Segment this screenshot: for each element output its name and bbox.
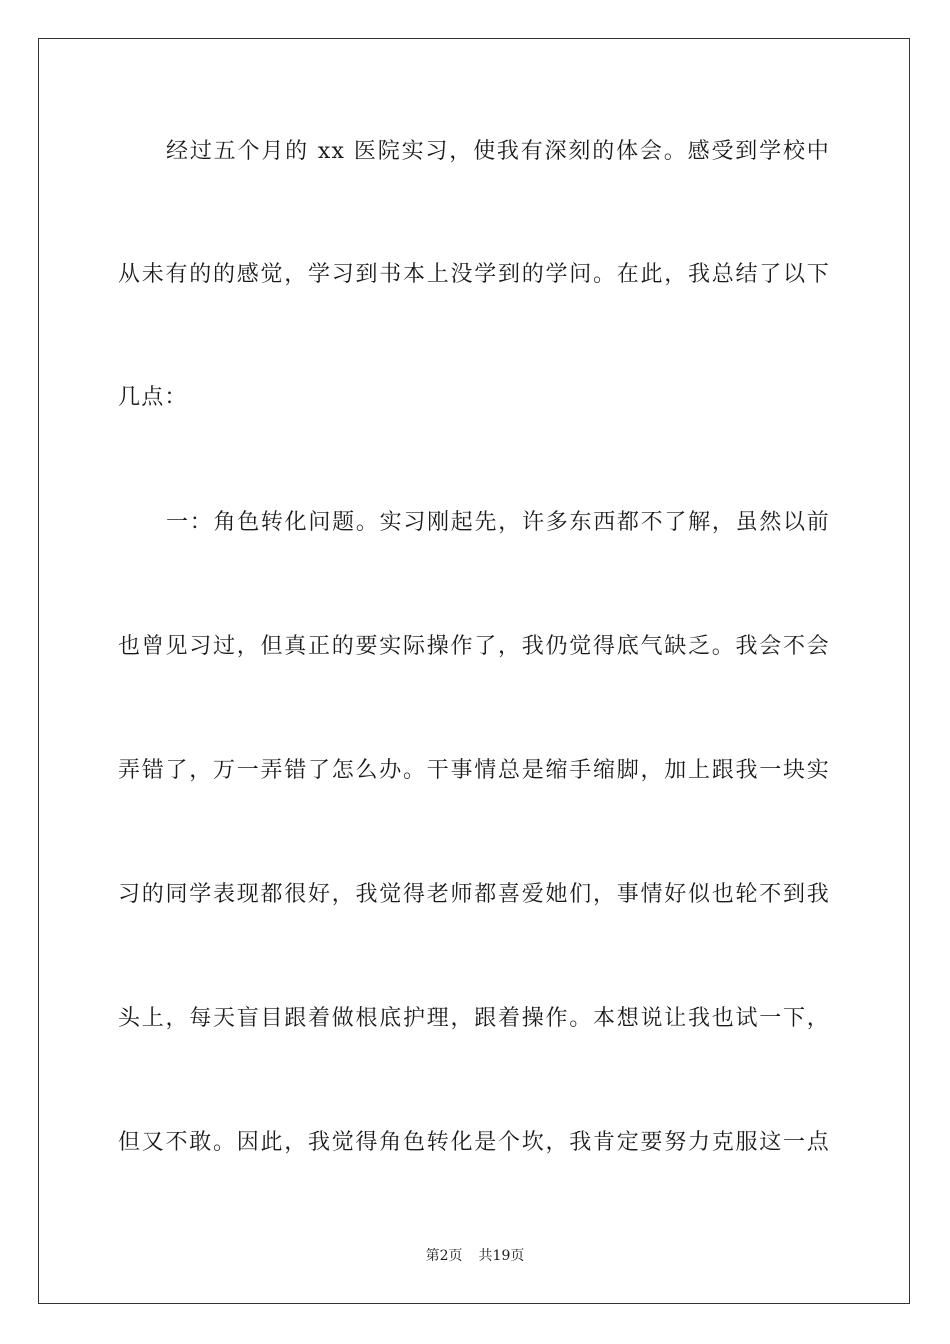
paragraph-2-line-2: 也曾见习过，但真正的要实际操作了，我仍觉得底气缺乏。我会不会 [118,634,830,659]
page-border [38,38,910,1304]
total-pages: 共19页 [478,1248,525,1264]
paragraph-1-line-1: 经过五个月的 xx 医院实习，使我有深刻的体会。感受到学校中 [166,139,830,164]
paragraph-2-line-6: 但又不敢。因此，我觉得角色转化是个坎，我肯定要努力克服这一点 [118,1130,830,1155]
paragraph-1-line-3: 几点： [118,385,188,410]
paragraph-2-line-3: 弄错了，万一弄错了怎么办。干事情总是缩手缩脚，加上跟我一块实 [118,758,830,783]
paragraph-1-line-2: 从未有的的感觉，学习到书本上没学到的学问。在此，我总结了以下 [118,262,830,287]
page-number: 第2页 [425,1248,463,1264]
page-footer [0,1246,950,1266]
paragraph-2-line-1: 一：角色转化问题。实习刚起先，许多东西都不了解，虽然以前 [166,510,830,535]
paragraph-2-line-5: 头上，每天盲目跟着做根底护理，跟着操作。本想说让我也试一下， [118,1006,830,1031]
paragraph-2-line-4: 习的同学表现都很好，我觉得老师都喜爱她们，事情好似也轮不到我 [118,882,830,907]
